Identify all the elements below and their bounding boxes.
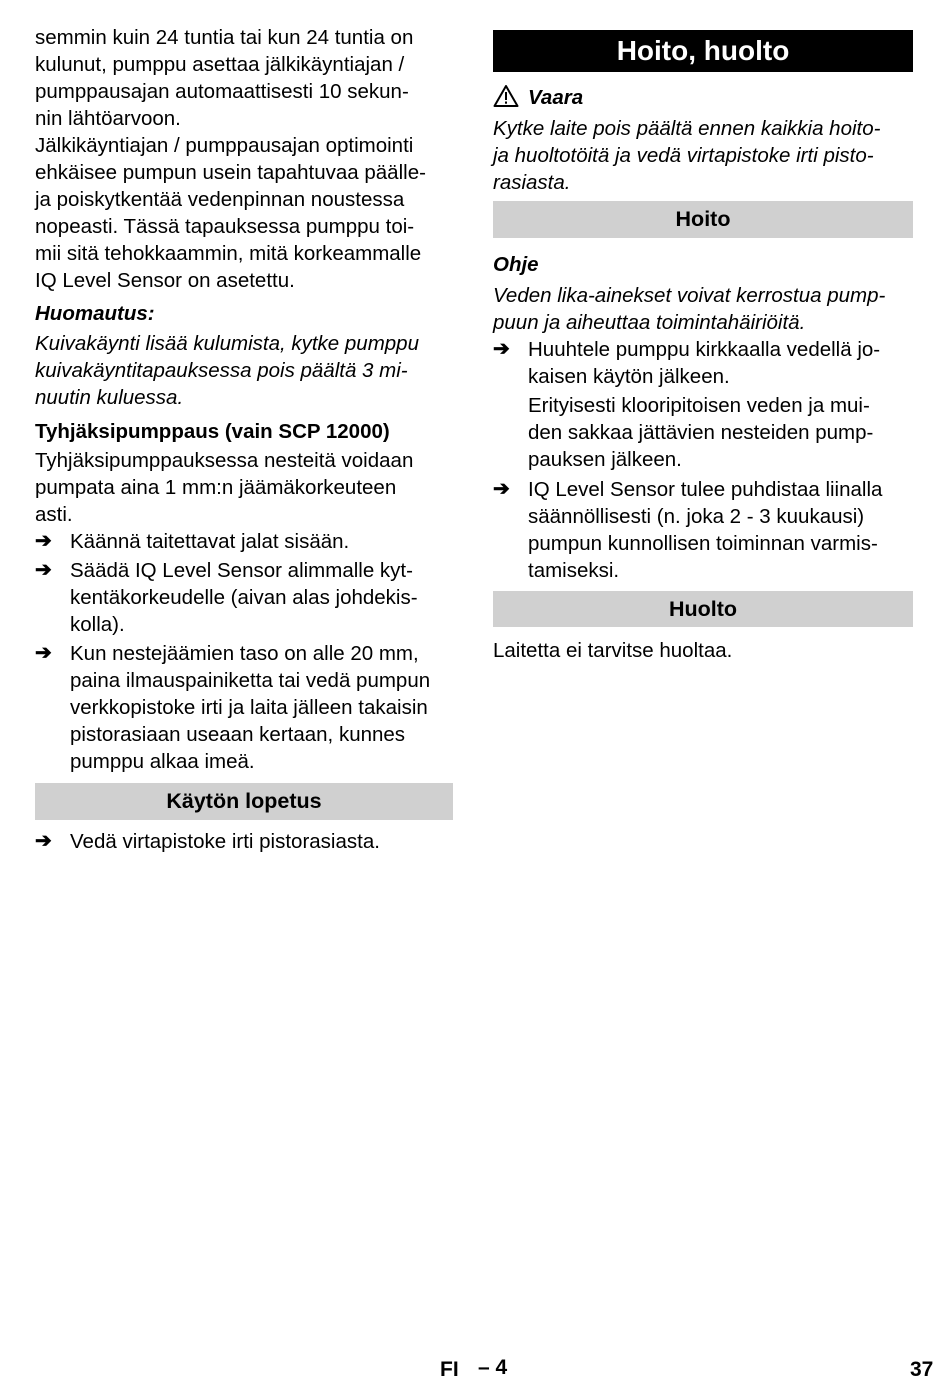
step-line: tamiseksi. bbox=[528, 559, 620, 582]
arrow-right-icon: ➔ bbox=[493, 478, 510, 500]
body-line: Tyhjäksipumppauksessa nesteitä voidaan bbox=[35, 449, 414, 472]
danger-line: Kytke laite pois päältä ennen kaikkia hoito- bbox=[493, 117, 881, 140]
arrow-right-icon: ➔ bbox=[35, 559, 52, 581]
arrow-right-icon: ➔ bbox=[35, 530, 52, 552]
subheading: Tyhjäksipumppaus (vain SCP 12000) bbox=[35, 420, 390, 443]
hint-label: Ohje bbox=[493, 253, 539, 276]
warning-triangle-icon bbox=[493, 84, 519, 108]
body-line: pumppausajan automaattisesti 10 sekun- bbox=[35, 80, 409, 103]
note-heading: Huomautus: bbox=[35, 302, 155, 325]
body-line: kulunut, pumppu asettaa jälkikäyntiajan / bbox=[35, 53, 405, 76]
danger-line: rasiasta. bbox=[493, 171, 571, 194]
step-line: pistorasiaan useaan kertaan, kunnes bbox=[70, 723, 406, 746]
step-line: verkkopistoke irti ja laita jälleen takaisin bbox=[70, 696, 428, 719]
step-line: kentäkorkeudelle (aivan alas johdekis- bbox=[70, 586, 418, 609]
body-line: ehkäisee pumpun usein tapahtuvaa päälle- bbox=[35, 161, 426, 184]
step-line: Käännä taitettavat jalat sisään. bbox=[70, 530, 350, 553]
step-line: IQ Level Sensor tulee puhdistaa liinalla bbox=[528, 478, 883, 501]
step-line: Vedä virtapistoke irti pistorasiasta. bbox=[70, 830, 380, 853]
step-line: Erityisesti klooripitoisen veden ja mui- bbox=[528, 394, 870, 417]
body-line: mii sitä tehokkaammin, mitä korkeammalle bbox=[35, 242, 422, 265]
step-line: kaisen käytön jälkeen. bbox=[528, 365, 730, 388]
section-heading-maintenance: Huolto bbox=[493, 591, 913, 627]
page-number: 37 bbox=[910, 1358, 934, 1381]
step-line: säännöllisesti (n. joka 2 - 3 kuukausi) bbox=[528, 505, 865, 528]
step-line: Kun nestejäämien taso on alle 20 mm, bbox=[70, 642, 419, 665]
step-line: pauksen jälkeen. bbox=[528, 448, 682, 471]
hint-line: puun ja aiheuttaa toimintahäiriöitä. bbox=[493, 311, 806, 334]
body-line: ja poiskytkentää vedenpinnan noustessa bbox=[35, 188, 405, 211]
arrow-right-icon: ➔ bbox=[35, 642, 52, 664]
note-line: Kuivakäynti lisää kulumista, kytke pumppu bbox=[35, 332, 419, 355]
footer-language: FI bbox=[440, 1358, 459, 1381]
step-line: Säädä IQ Level Sensor alimmalle kyt- bbox=[70, 559, 413, 582]
chapter-title: Hoito, huolto bbox=[493, 30, 913, 72]
body-line: Jälkikäyntiajan / pumppausajan optimointi bbox=[35, 134, 414, 157]
footer-section-page: – 4 bbox=[478, 1356, 508, 1379]
note-line: nuutin kuluessa. bbox=[35, 386, 184, 409]
danger-label: Vaara bbox=[528, 86, 584, 109]
hint-line: Veden lika-ainekset voivat kerrostua pump- bbox=[493, 284, 886, 307]
body-line: nopeasti. Tässä tapauksessa pumppu toi- bbox=[35, 215, 415, 238]
step-line: pumppu alkaa imeä. bbox=[70, 750, 255, 773]
step-line: den sakkaa jättävien nesteiden pump- bbox=[528, 421, 874, 444]
step-line: paina ilmauspainiketta tai vedä pumpun bbox=[70, 669, 431, 692]
arrow-right-icon: ➔ bbox=[35, 830, 52, 852]
body-line: nin lähtöarvoon. bbox=[35, 107, 181, 130]
body-line: semmin kuin 24 tuntia tai kun 24 tuntia on bbox=[35, 26, 414, 49]
step-line: kolla). bbox=[70, 613, 125, 636]
danger-line: ja huoltotöitä ja vedä virtapistoke irti pisto- bbox=[493, 144, 874, 167]
arrow-right-icon: ➔ bbox=[493, 338, 510, 360]
section-heading-care: Hoito bbox=[493, 201, 913, 238]
body-line: IQ Level Sensor on asetettu. bbox=[35, 269, 295, 292]
note-line: kuivakäyntitapauksessa pois päältä 3 mi- bbox=[35, 359, 408, 382]
body-line: asti. bbox=[35, 503, 73, 526]
section-heading-stop: Käytön lopetus bbox=[35, 783, 453, 820]
step-line: Huuhtele pumppu kirkkaalla vedellä jo- bbox=[528, 338, 881, 361]
step-line: pumpun kunnollisen toiminnan varmis- bbox=[528, 532, 878, 555]
body-line: pumpata aina 1 mm:n jäämäkorkeuteen bbox=[35, 476, 397, 499]
maintenance-text: Laitetta ei tarvitse huoltaa. bbox=[493, 639, 733, 662]
